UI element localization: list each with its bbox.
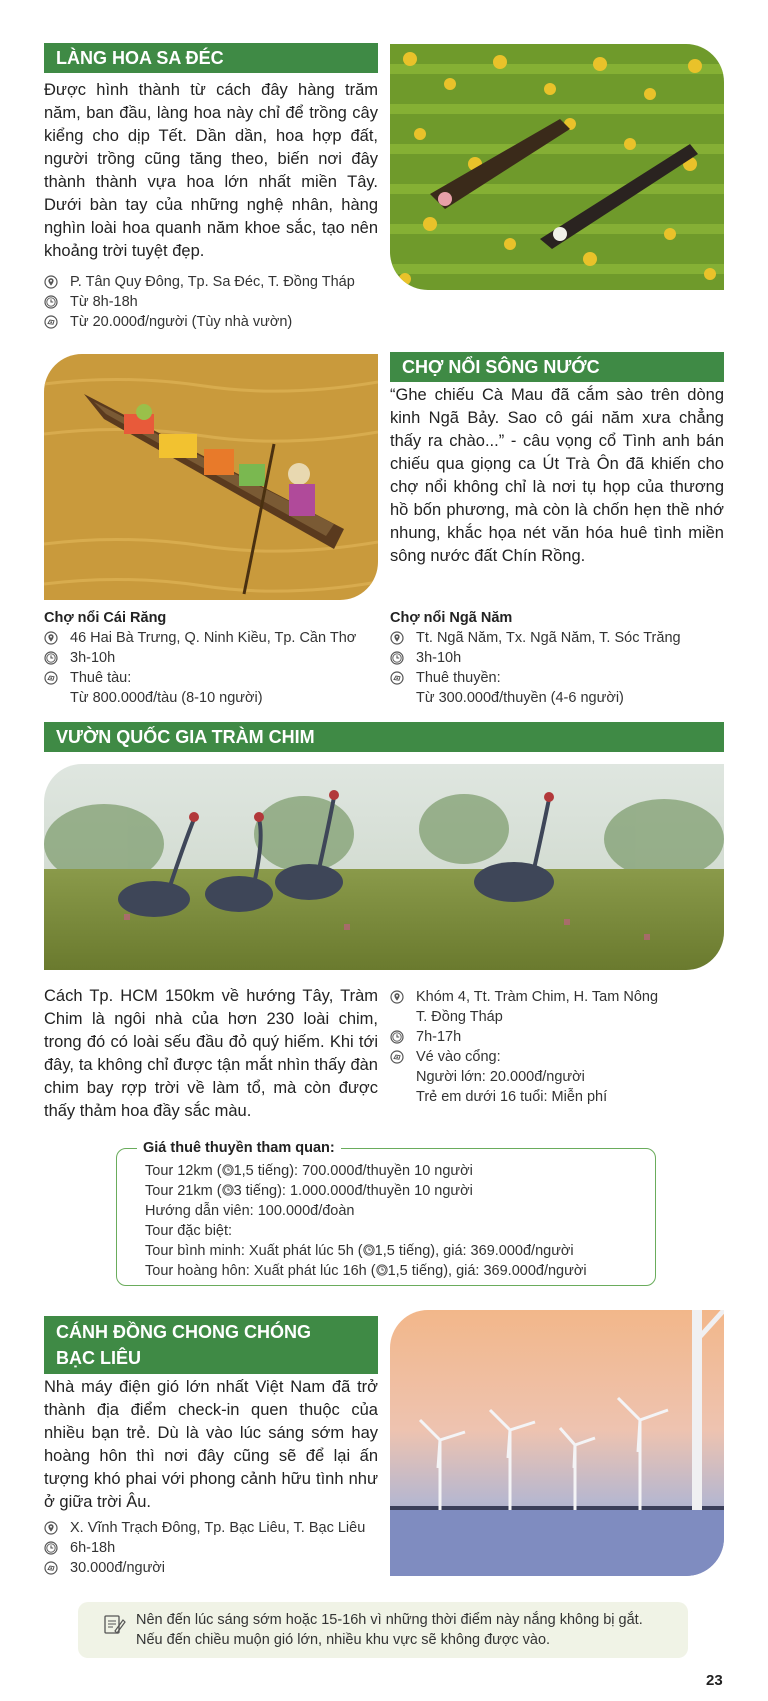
tip-line-1: Nên đến lúc sáng sớm hoặc 15-16h vì những thời điểm này nắng không bị gắt. (136, 1612, 643, 1628)
price-tag-icon (44, 671, 58, 685)
info-row-hours (44, 648, 384, 668)
tip-line-2: Nếu đến chiều muộn gió lớn, nhiều khu vực sẽ không được vào. (136, 1632, 551, 1648)
ticket-label: Vé vào cổng: (416, 1049, 501, 1065)
ticket-child: Trẻ em dưới 16 tuổi: Miễn phí (416, 1089, 608, 1105)
boat-rental-box (116, 1140, 656, 1286)
info-row-address (44, 272, 384, 292)
clock-icon (222, 1184, 234, 1196)
info-row-hours (44, 1538, 384, 1558)
location-pin-icon (44, 631, 58, 645)
address-text: 46 Hai Bà Trưng, Q. Ninh Kiều, Tp. Cần Thơ (70, 630, 357, 646)
price-tag-icon (44, 315, 58, 329)
boat-tour-21km: Tour 21km ( 3 tiếng): 1.000.000đ/thuyền 10 người (145, 1183, 473, 1199)
location-pin-icon (44, 1521, 58, 1535)
lang-hoa-info (44, 272, 384, 332)
market-name: Chợ nổi Cái Răng (44, 610, 167, 626)
price-tag-icon (44, 1561, 58, 1575)
info-row-price (390, 668, 730, 688)
hours-text: Từ 8h-18h (70, 294, 138, 310)
clock-icon (44, 1541, 58, 1555)
section-title-tram-chim: VƯỜN QUỐC GIA TRÀM CHIM (44, 722, 724, 752)
price-tag-icon (390, 1050, 404, 1064)
title-line-2: BẠC LIÊU (56, 1348, 141, 1368)
clock-icon (44, 651, 58, 665)
page-number: 23 (706, 1672, 723, 1689)
info-row-price (44, 312, 384, 332)
section-title-cho-noi: CHỢ NỔI SÔNG NƯỚC (390, 352, 724, 382)
title-line-1: CÁNH ĐỒNG CHONG CHÓNG (56, 1322, 311, 1342)
boat-tour-12km: Tour 12km ( 1,5 tiếng): 700.000đ/thuyền 10 người (145, 1163, 473, 1179)
address-text: X. Vĩnh Trạch Đông, Tp. Bạc Liêu, T. Bạc Liêu (70, 1520, 366, 1536)
price-label: Thuê tàu: (70, 670, 132, 686)
tram-chim-description: Cách Tp. HCM 150km về hướng Tây, Tràm Chim là ngôi nhà của hơn 230 loài chim, trong đó có loài sếu đầu đỏ quý hiếm. Khi tới đây, ta không chỉ được tận mắt nhìn thấy đàn chim bay rợp trời về làm tổ, mà còn được thấy thảm hoa đầy sắc màu. (44, 987, 378, 1120)
section-title-canh-dong (44, 1316, 378, 1374)
clock-icon (390, 1030, 404, 1044)
clock-icon (390, 651, 404, 665)
address-text: P. Tân Quy Đông, Tp. Sa Đéc, T. Đồng Tháp (70, 274, 355, 290)
info-row-address (390, 628, 730, 648)
info-row-ticket (390, 1047, 730, 1067)
clock-icon (44, 295, 58, 309)
market-cai-rang (44, 608, 384, 708)
photo-floating-market-boat (44, 354, 378, 600)
tram-chim-info (390, 987, 730, 1107)
price-text: Từ 300.000đ/thuyền (4-6 người) (416, 690, 624, 706)
location-pin-icon (390, 990, 404, 1004)
market-nga-nam (390, 608, 730, 708)
photo-cranes (44, 764, 724, 970)
price-text: 30.000đ/người (70, 1560, 166, 1576)
info-row-hours (44, 292, 384, 312)
location-pin-icon (44, 275, 58, 289)
photo-flower-village (390, 44, 724, 290)
cho-noi-description: “Ghe chiếu Cà Mau đã cắm sào trên dòng kinh Ngã Bảy. Sao cô gái năm xưa chẳng thấy ra chào...” - câu vọng cổ Tình anh bán chiếu qua giọng ca Út Trà Ôn đã khiến cho chợ nổi không chỉ là nơi tụ họp của thương hồ bốn phương, mà còn là chốn hẹn thề nhớ nhung, khắc họa nét văn hóa huê tình miền sông nước đất Chín Rồng. (390, 386, 724, 565)
info-row-price (44, 668, 384, 688)
price-tag-icon (390, 671, 404, 685)
notepad-icon (102, 1612, 126, 1636)
info-row-price (44, 1558, 384, 1578)
address-text-line2: T. Đồng Tháp (416, 1009, 503, 1025)
market-name: Chợ nổi Ngã Năm (390, 610, 513, 626)
info-row-address (390, 987, 730, 1007)
hours-text: 3h-10h (70, 650, 116, 666)
price-text: Từ 20.000đ/người (Tùy nhà vườn) (70, 314, 293, 330)
info-row-hours (390, 648, 730, 668)
boat-guide: Hướng dẫn viên: 100.000đ/đoàn (145, 1203, 355, 1219)
clock-icon (376, 1264, 388, 1276)
section-title-lang-hoa: LÀNG HOA SA ĐÉC (44, 43, 378, 73)
hours-text: 7h-17h (416, 1029, 462, 1045)
price-label: Thuê thuyền: (416, 670, 501, 686)
tip-box (78, 1602, 688, 1658)
hours-text: 3h-10h (416, 650, 462, 666)
info-row-address (44, 628, 384, 648)
address-text: Khóm 4, Tt. Tràm Chim, H. Tam Nông (416, 989, 659, 1005)
canh-dong-description: Nhà máy điện gió lớn nhất Việt Nam đã trở thành địa điểm check-in quen thuộc của nhiều bạn trẻ. Dù là vào lúc sáng sớm hay hoàng hôn thì nơi đây cũng sẽ để lại ấn tượng khó phai với phong cảnh hữu tình như ở giữa trời Âu. (44, 1378, 378, 1511)
boat-tour-dusk: Tour hoàng hôn: Xuất phát lúc 16h ( 1,5 tiếng), giá: 369.000đ/người (145, 1263, 587, 1279)
address-text: Tt. Ngã Năm, Tx. Ngã Năm, T. Sóc Trăng (416, 630, 681, 646)
clock-icon (363, 1244, 375, 1256)
ticket-adult: Người lớn: 20.000đ/người (416, 1069, 585, 1085)
clock-icon (222, 1164, 234, 1176)
boat-tour-dawn: Tour bình minh: Xuất phát lúc 5h ( 1,5 tiếng), giá: 369.000đ/người (145, 1243, 574, 1259)
info-row-hours (390, 1027, 730, 1047)
location-pin-icon (390, 631, 404, 645)
canh-dong-info (44, 1518, 384, 1578)
lang-hoa-description: Được hình thành từ cách đây hàng trăm năm, ban đầu, làng hoa này chỉ để trồng cây kiểng cho dịp Tết. Dần dần, hoa hợp đất, người trồng cũng tăng theo, biến nơi đây thành thành vựa hoa lớn nhất miền Tây. Dưới bàn tay của những nghệ nhân, hàng nghìn loài hoa quanh năm khoe sắc, tạo nên khoảng trời tuyệt đẹp. (44, 81, 378, 260)
boat-special: Tour đặc biệt: (145, 1223, 233, 1239)
boat-rental-heading: Giá thuê thuyền tham quan: (137, 1138, 341, 1158)
photo-wind-turbines (390, 1310, 724, 1576)
info-row-address (44, 1518, 384, 1538)
price-text: Từ 800.000đ/tàu (8-10 người) (70, 690, 263, 706)
hours-text: 6h-18h (70, 1540, 116, 1556)
